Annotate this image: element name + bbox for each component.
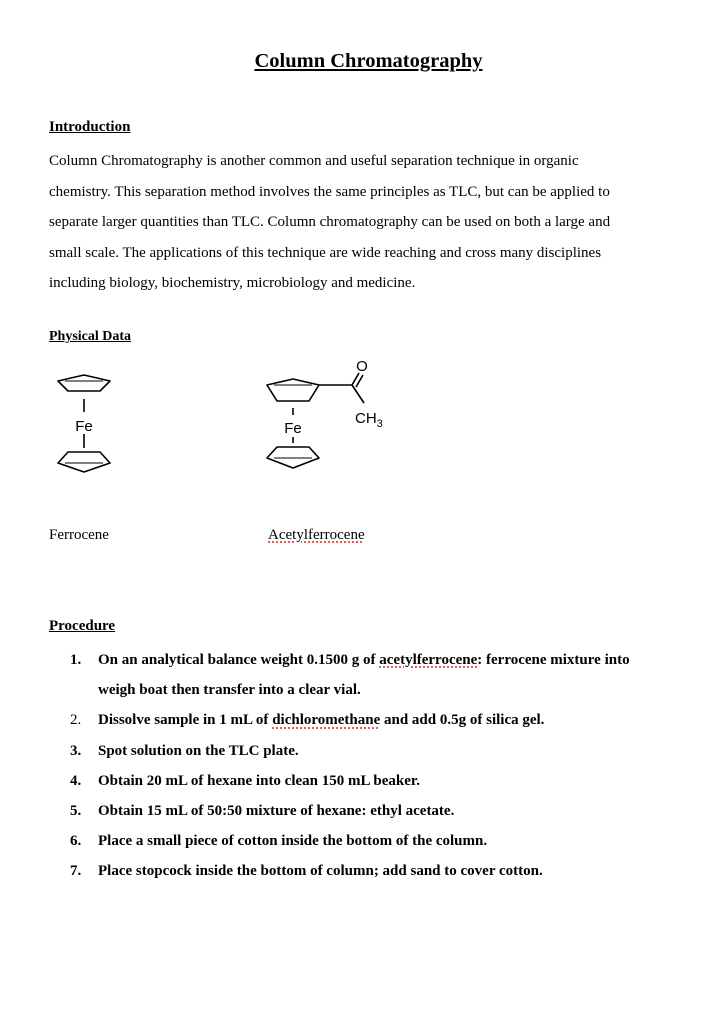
procedure-step: [70, 705, 700, 735]
step-text: Place stopcock inside the bottom of column; add sand to cover cotton.: [98, 863, 543, 880]
introduction-heading: Introduction: [49, 119, 131, 135]
acetylferrocene-caption: Acetylferrocene: [268, 527, 365, 543]
cp-ring-top: [58, 375, 110, 391]
procedure-step: [70, 645, 700, 675]
step-text-term: acetylferrocene: [379, 652, 478, 668]
procedure-list: [70, 645, 700, 887]
procedure-step: [70, 766, 700, 796]
fe-label: Fe: [284, 420, 302, 437]
methyl-subscript: 3: [376, 418, 383, 430]
step-number: 4.: [70, 772, 82, 789]
methyl-label: [355, 410, 383, 430]
procedure-step: [70, 736, 700, 766]
step-number: 3.: [70, 742, 82, 759]
step-number: 5.: [70, 803, 82, 820]
intro-line: small scale. The applications of this technique are wide reaching and cross many disciplines: [49, 244, 602, 261]
step-text: : ferrocene mixture into: [477, 652, 630, 668]
introduction-paragraph: [49, 146, 689, 299]
intro-line: including biology, biochemistry, microbiology and medicine.: [49, 275, 416, 291]
step-text: weigh boat then transfer into a clear vial.: [98, 682, 361, 699]
procedure-step: [70, 826, 700, 856]
step-text-term: dichloromethane: [272, 712, 381, 729]
step-text: On an analytical balance weight 0.1500 g of: [98, 652, 380, 668]
cp-ring-bottom: [58, 452, 110, 472]
acetylferrocene-structure: [260, 355, 400, 480]
procedure-step-continued: [70, 675, 700, 705]
intro-line: Column Chromatography is another common and useful separation technique in organic: [49, 153, 579, 169]
step-text: Place a small piece of cotton inside the bottom of the column.: [98, 833, 488, 850]
step-number: 2.: [70, 712, 82, 729]
step-text: Spot solution on the TLC plate.: [98, 742, 299, 759]
fe-label: Fe: [75, 418, 93, 435]
physical-data-heading: Physical Data: [49, 329, 132, 344]
procedure-step: [70, 796, 700, 826]
intro-line: separate larger quantities than TLC. Column chromatography can be used on both a large and: [49, 214, 611, 230]
cp-ring-top: [267, 379, 319, 401]
step-number: 7.: [70, 863, 82, 880]
step-number: 6.: [70, 833, 82, 850]
procedure-heading: Procedure: [49, 618, 116, 634]
ferrocene-caption: Ferrocene: [49, 527, 109, 543]
oxygen-label: O: [356, 358, 368, 375]
step-text: Obtain 20 mL of hexane into clean 150 mL beaker.: [98, 772, 420, 789]
step-number: 1.: [70, 652, 82, 668]
intro-line: chemistry. This separation method involves the same principles as TLC, but can be applied to: [49, 183, 610, 200]
step-text: and add 0.5g of silica gel.: [380, 712, 545, 729]
methyl-ch: CH: [355, 410, 377, 427]
ferrocene-structure: [50, 368, 120, 478]
methyl-bond: [352, 385, 364, 403]
step-text: Obtain 15 mL of 50:50 mixture of hexane: ethyl acetate.: [98, 803, 455, 820]
procedure-step: [70, 856, 700, 886]
page-title: Column Chromatography: [254, 50, 483, 72]
step-text: Dissolve sample in 1 mL of: [98, 712, 273, 729]
